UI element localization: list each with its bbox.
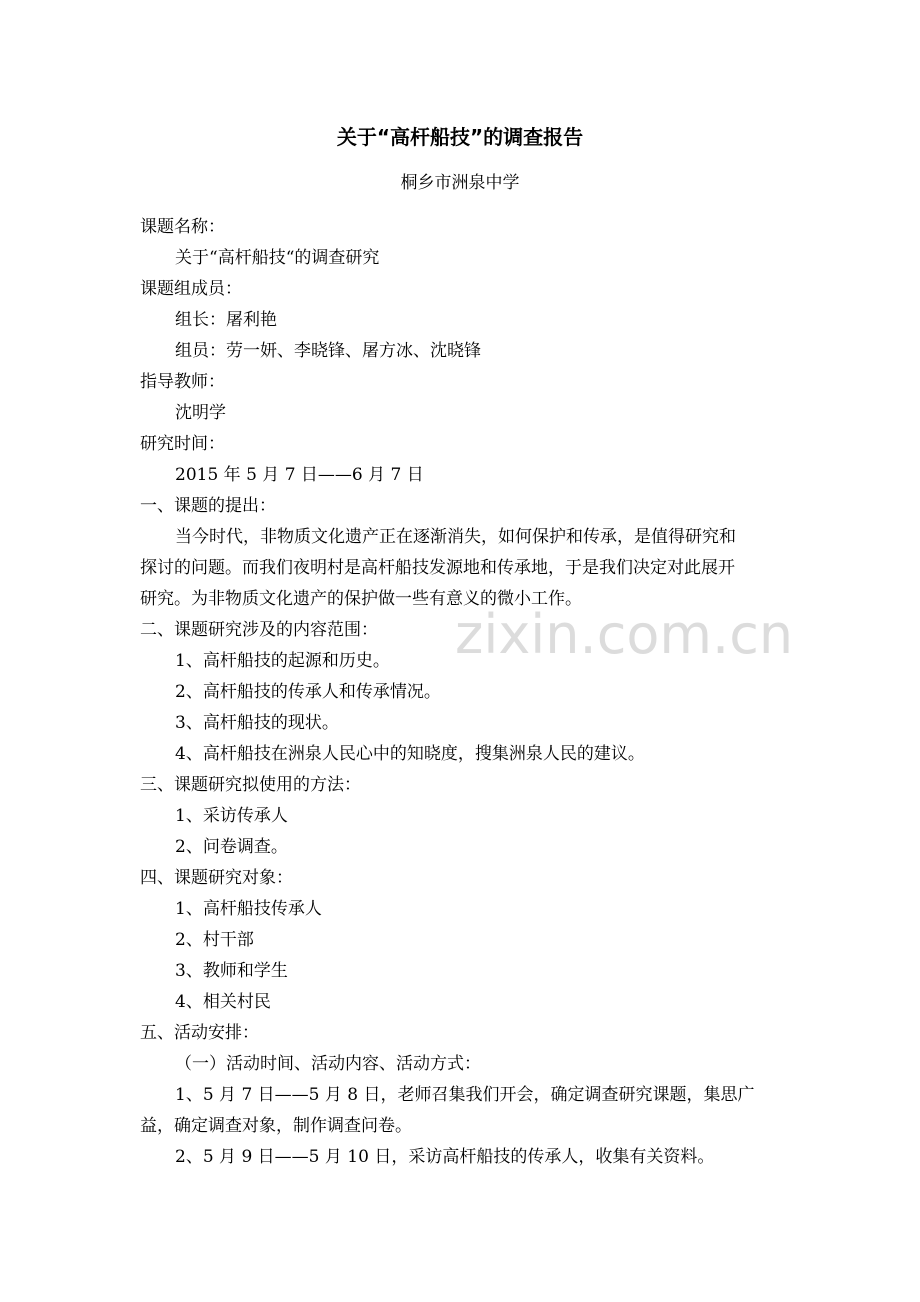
section5-line: 益，确定调查对象，制作调查问卷。 [140, 1116, 412, 1136]
section2-item: 3、高杆船技的现状。 [175, 713, 339, 733]
period-heading: 研究时间： [140, 434, 225, 454]
section3-item: 1、采访传承人 [175, 806, 288, 826]
section1-line: 当今时代，非物质文化遗产正在逐渐消失，如何保护和传承，是值得研究和 [175, 527, 736, 547]
members-heading: 课题组成员： [140, 279, 242, 299]
section2-item: 4、高杆船技在洲泉人民心中的知晓度，搜集洲泉人民的建议。 [175, 744, 645, 764]
section4-item: 2、村干部 [175, 930, 254, 950]
section3-heading: 三、课题研究拟使用的方法： [140, 775, 361, 795]
section5-heading: 五、活动安排： [140, 1023, 259, 1043]
document-title: 关于“高杆船技”的调查报告 [336, 125, 584, 149]
section4-heading: 四、课题研究对象： [140, 868, 293, 888]
section4-item: 3、教师和学生 [175, 961, 288, 981]
period-value: 2015 年 5 月 7 日——6 月 7 日 [175, 465, 424, 485]
section4-item: 1、高杆船技传承人 [175, 899, 322, 919]
teacher-heading: 指导教师： [140, 372, 225, 392]
watermark: zixin.com.cn [455, 603, 794, 666]
section5-line: 2、5 月 9 日——5 月 10 日，采访高杆船技的传承人，收集有关资料。 [175, 1147, 715, 1167]
section3-item: 2、问卷调查。 [175, 837, 288, 857]
topic-heading: 课题名称： [140, 217, 225, 237]
section2-heading: 二、课题研究涉及的内容范围： [140, 620, 378, 640]
members-leader: 组长：屠利艳 [175, 310, 277, 330]
section4-item: 4、相关村民 [175, 992, 271, 1012]
section5-line: 1、5 月 7 日——5 月 8 日，老师召集我们开会，确定调查研究课题，集思广 [175, 1085, 755, 1105]
topic-value: 关于“高杆船技“的调查研究 [175, 248, 380, 268]
section1-heading: 一、课题的提出： [140, 496, 276, 516]
section2-item: 2、高杆船技的传承人和传承情况。 [175, 682, 441, 702]
section2-item: 1、高杆船技的起源和历史。 [175, 651, 390, 671]
section1-line: 探讨的问题。而我们夜明村是高杆船技发源地和传承地，于是我们决定对此展开 [140, 558, 735, 578]
teacher-value: 沈明学 [175, 403, 226, 423]
section1-line: 研究。为非物质文化遗产的保护做一些有意义的微小工作。 [140, 589, 582, 609]
school-name: 桐乡市洲泉中学 [400, 173, 520, 193]
members-others: 组员：劳一妍、李晓锋、屠方冰、沈晓锋 [175, 341, 481, 361]
section5-subheading: （一）活动时间、活动内容、活动方式： [175, 1054, 481, 1074]
